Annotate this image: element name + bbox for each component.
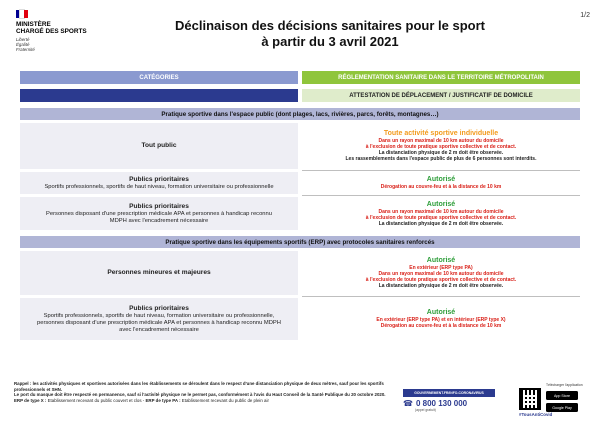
categories-bar <box>20 89 298 102</box>
download-label: Télécharger l'application <box>546 383 583 387</box>
erp-pa-text: Etablissement recevant du public de plein air <box>181 397 269 403</box>
page-header <box>0 0 600 70</box>
category-cell <box>20 172 298 194</box>
motto-egalite: Égalité <box>16 42 30 47</box>
regulation-cell <box>302 197 580 230</box>
regulation-cell <box>302 172 580 194</box>
category-title: Tout public <box>141 142 177 149</box>
phone-icon: ☎ <box>403 399 413 408</box>
category-cell <box>20 197 298 230</box>
gov-info-banner[interactable]: GOUVERNEMENT.FR/INFO-CORONAVIRUS <box>403 389 495 397</box>
section-bar-public-space: Pratique sportive dans l'espace public (dont plages, lacs, rivières, parcs, forêts, montagnes…) <box>20 108 580 120</box>
row-divider <box>302 195 580 196</box>
category-cell <box>20 123 298 169</box>
regulation-cell <box>302 123 580 169</box>
category-desc: Sportifs professionnels, sportifs de haut niveau, formation universitaire ou professionnelle, <box>43 312 275 319</box>
rule-black-line: La distanciation physique de 2 m doit être observée. <box>378 283 504 289</box>
table-row <box>20 123 580 169</box>
google-play-badge[interactable]: Google Play <box>546 403 578 412</box>
rappel-label: Rappel : <box>14 381 32 386</box>
motto-fraternite: Fraternité <box>16 47 35 52</box>
row-divider <box>302 170 580 171</box>
ministry-name-line2: CHARGÉ DES SPORTS <box>16 28 87 35</box>
title-line-2: à partir du 3 avril 2021 <box>261 34 399 49</box>
footer-rappel <box>14 381 394 392</box>
hotline-number: 0 800 130 000 <box>415 399 468 408</box>
table-row <box>20 298 580 340</box>
table-row <box>20 197 580 230</box>
rule-title: Toute activité sportive individuelle <box>383 130 499 137</box>
footer-notes <box>14 381 394 403</box>
category-title: Personnes mineures et majeures <box>107 269 211 276</box>
category-title: Publics prioritaires <box>129 175 189 183</box>
hotline-note: (appel gratuit) <box>415 408 436 412</box>
rule-red-line: à l'exclusion de toute pratique sportive collective et de contact. <box>365 144 517 150</box>
rule-red-line: Dans un rayon maximal de 10 km autour du domicile <box>378 208 504 215</box>
category-title: Publics prioritaires <box>129 304 189 312</box>
qr-code-icon <box>519 388 541 410</box>
row-divider <box>302 296 580 297</box>
flag-icon <box>16 10 28 18</box>
rule-black-line: La distanciation physique de 2 m doit être observée. <box>378 220 504 227</box>
rule-black-line: Les rassemblements dans l'espace public de plus de 6 personnes sont interdits. <box>345 156 537 162</box>
table-header-row-2 <box>20 89 580 102</box>
rule-title: Autorisé <box>426 309 456 316</box>
document-title <box>170 18 490 50</box>
rule-red-line: à l'exclusion de toute pratique sportive collective et de contact. <box>365 277 517 283</box>
attestation-header: ATTESTATION DE DÉPLACEMENT / JUSTIFICATIF DE DOMICILE <box>302 89 580 102</box>
rule-red-line: Dérogation au couvre-feu et à la distance de 10 km <box>380 184 502 190</box>
regulation-cell <box>302 298 580 340</box>
masque-text: Le port du masque doit être respecté en permanence, sauf si l'activité physique ne le permet pas, conformément à l'avis du Haut Conseil de la Santé Publique du 20 octobre 2020. <box>14 392 386 398</box>
rappel-text: les activités physiques et sportives autorisées dans les établissements se déroulent dans le respect d'une distanciation physique de deux mètres, sauf pour les sportifs professionnels et SHN. <box>14 381 384 392</box>
rule-red-line: Dans un rayon maximal de 10 km autour du domicile <box>378 271 504 277</box>
gov-info-block <box>403 389 495 412</box>
footer-erp-types <box>14 398 394 404</box>
erp-x-text: Etablissement recevant du public couvert et clos - <box>47 397 145 403</box>
hotline <box>403 399 495 408</box>
category-desc: Personnes disposant d'une prescription médicale APA et personnes à handicap reconnu <box>46 210 272 217</box>
rule-red-line: En extérieur (ERP type PA) et en intérieur (ERP type X) <box>376 317 506 323</box>
ministry-name-line1: MINISTÈRE <box>16 21 51 28</box>
table-header-row-1 <box>20 71 580 84</box>
rule-black-line: La distanciation physique de 2 m doit être observée. <box>378 150 504 156</box>
rule-title: Autorisé <box>426 176 456 183</box>
category-cell <box>20 251 298 295</box>
category-title: Publics prioritaires <box>129 202 189 210</box>
tousanticovid-label: #TousAntiCovid <box>519 412 553 417</box>
categories-header: CATÉGORIES <box>20 71 298 84</box>
title-line-1: Déclinaison des décisions sanitaires pour le sport <box>175 18 485 33</box>
table-row <box>20 251 580 295</box>
motto-liberte: Liberté <box>16 37 30 42</box>
rule-title: Autorisé <box>426 257 456 264</box>
category-desc: avec l'encadrement nécessaire <box>119 326 199 333</box>
category-desc: personnes disposant d'une prescription médicale APA et personnes à handicap reconnu MDPH <box>37 319 281 326</box>
erp-x-label: ERP de type X : <box>14 397 47 403</box>
category-cell <box>20 298 298 340</box>
rule-red-line: Dans un rayon maximal de 10 km autour du domicile <box>378 138 504 144</box>
category-desc: Sportifs professionnels, sportifs de haut niveau, formation universitaire ou professionnelle <box>44 183 274 190</box>
regulation-header: RÉGLEMENTATION SANITAIRE DANS LE TERRITOIRE MÉTROPOLITAIN <box>302 71 580 84</box>
rule-title: Autorisé <box>426 200 456 208</box>
erp-pa-label: ERP de type PA : <box>145 397 181 403</box>
category-desc: MDPH avec l'encadrement nécessaire <box>109 217 209 224</box>
app-store-badge[interactable]: App Store <box>546 391 578 400</box>
regulation-cell <box>302 251 580 295</box>
section-bar-erp: Pratique sportive dans les équipements sportifs (ERP) avec protocoles sanitaires renforcés <box>20 236 580 248</box>
table-row <box>20 172 580 194</box>
page-number: 1/2 <box>580 12 590 19</box>
rule-red-line: En extérieur (ERP type PA) <box>409 265 473 271</box>
rule-red-line: Dérogation au couvre-feu et à la distance de 10 km <box>380 323 502 329</box>
rule-red-line: à l'exclusion de toute pratique sportive collective et de contact. <box>365 214 517 221</box>
ministry-logo <box>16 10 116 52</box>
